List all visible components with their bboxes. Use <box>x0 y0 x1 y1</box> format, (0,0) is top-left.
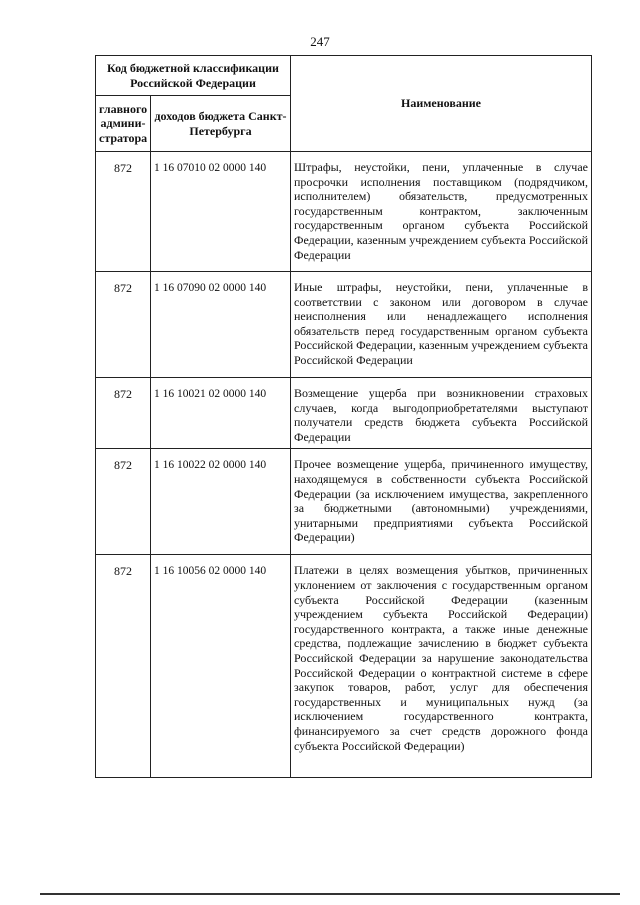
revenue-code-cell: 1 16 10056 02 0000 140 <box>151 555 291 778</box>
revenue-code-cell: 1 16 10021 02 0000 140 <box>151 378 291 449</box>
name-cell: Возмещение ущерба при возникновении страховых случаев, когда выгодоприобретателями выступают получатели средств бюджета субъекта Российской Федерации <box>291 378 592 449</box>
header-revenue-code: доходов бюджета Санкт-Петербурга <box>151 96 291 152</box>
name-cell: Иные штрафы, неустойки, пени, уплаченные в соответствии с законом или договором в случае неисполнения или ненадлежащего исполнения обязательств перед государственным органом субъекта Российской Федерации, казенным учреждением субъекта Российской Федерации <box>291 272 592 378</box>
name-cell: Прочее возмещение ущерба, причиненного имуществу, находящемуся в собственности субъекта Российской Федерации (за исключением имущества, закрепленного за бюджетными (автономными) учреждениями, унитарными предприятиями субъекта Российской Федерации) <box>291 449 592 555</box>
budget-classification-table <box>95 55 592 778</box>
header-classification-code: Код бюджетной классификации Российской Федерации <box>96 56 291 96</box>
header-main-administrator: главного админи-стратора <box>96 96 151 152</box>
admin-code-cell: 872 <box>96 555 151 778</box>
table-row <box>96 555 592 778</box>
table-row <box>96 272 592 378</box>
page-number: 247 <box>310 34 330 49</box>
admin-code-cell: 872 <box>96 152 151 272</box>
revenue-code-cell: 1 16 07010 02 0000 140 <box>151 152 291 272</box>
admin-code-cell: 872 <box>96 449 151 555</box>
revenue-code-cell: 1 16 10022 02 0000 140 <box>151 449 291 555</box>
name-cell: Платежи в целях возмещения убытков, причиненных уклонением от заключения с государственным органом субъекта Российской Федерации (казенным учреждением субъекта Российской Федерации) государственного контракта, а также иные денежные средства, подлежащие зачислению в бюджет субъекта Российской Федерации за нарушение законодательства Российской Федерации о контрактной системе в сфере закупок товаров, работ, услуг для обеспечения государственных и муниципальных нужд (за исключением государственного контракта, финансируемого за счет средств дорожного фонда субъекта Российской Федерации) <box>291 555 592 778</box>
name-cell: Штрафы, неустойки, пени, уплаченные в случае просрочки исполнения поставщиком (подрядчиком, исполнителем) обязательств, предусмотренных государственным контрактом, заключенным государственным органом субъекта Российской Федерации, казенным учреждением субъекта Российской Федерации <box>291 152 592 272</box>
header-name: Наименование <box>291 56 592 152</box>
table-row <box>96 152 592 272</box>
revenue-code-cell: 1 16 07090 02 0000 140 <box>151 272 291 378</box>
table-row <box>96 449 592 555</box>
admin-code-cell: 872 <box>96 378 151 449</box>
page-bottom-rule <box>40 893 620 895</box>
table-row <box>96 378 592 449</box>
admin-code-cell: 872 <box>96 272 151 378</box>
